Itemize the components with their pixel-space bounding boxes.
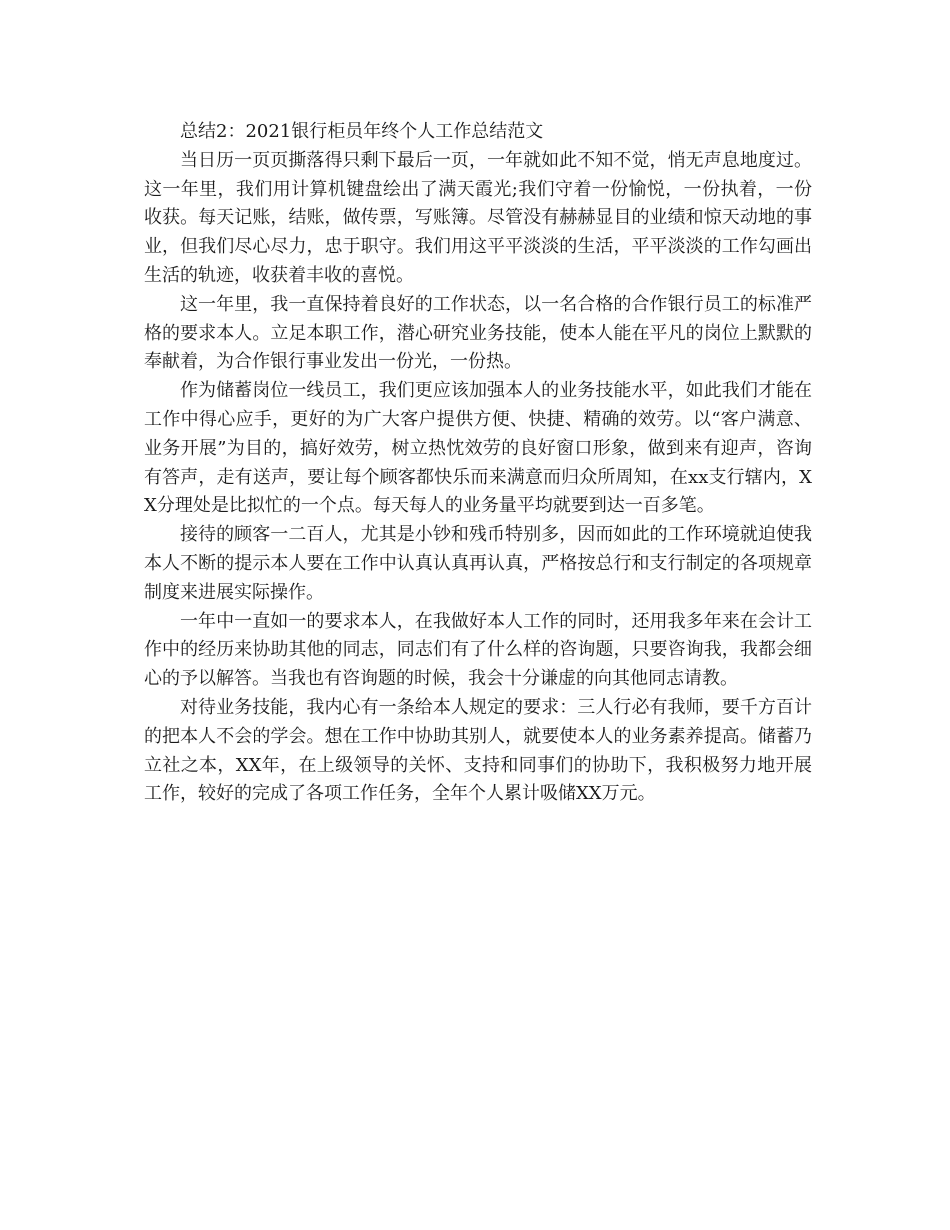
paragraph-2: 这一年里，我一直保持着良好的工作状态，以一名合格的合作银行员工的标准严格的要求本人。立足本职工作，潜心研究业务技能，使本人能在平凡的岗位上默默的奉献着，为合作银行事业发出一份光，一份热。 bbox=[144, 293, 812, 373]
paragraph-3: 作为储蓄岗位一线员工，我们更应该加强本人的业务技能水平，如此我们才能在工作中得心应手，更好的为广大客户提供方便、快捷、精确的效劳。以“客户满意、业务开展”为目的，搞好效劳，树立热忱效劳的良好窗口形象，做到来有迎声，咨询有答声，走有送声，要让每个顾客都快乐而来满意而归众所周知，在xx支行辖内，XX分理处是比拟忙的一个点。每天每人的业务量平均就要到达一百多笔。 bbox=[144, 380, 812, 517]
document-body bbox=[144, 118, 812, 809]
paragraph-1: 当日历一页页撕落得只剩下最后一页，一年就如此不知不觉，悄无声息地度过。这一年里，我们用计算机键盘绘出了满天霞光;我们守着一份愉悦，一份执着，一份收获。每天记账，结账，做传票，写账簿。尽管没有赫赫显目的业绩和惊天动地的事业，但我们尽心尽力，忠于职守。我们用这平平淡淡的生活，平平淡淡的工作勾画出生活的轨迹，收获着丰收的喜悦。 bbox=[144, 149, 812, 286]
paragraph-5: 一年中一直如一的要求本人，在我做好本人工作的同时，还用我多年来在会计工作中的经历来协助其他的同志，同志们有了什么样的咨询题，只要咨询我，我都会细心的予以解答。当我也有咨询题的时候，我会十分谦虚的向其他同志请教。 bbox=[144, 610, 812, 690]
paragraph-6: 对待业务技能，我内心有一条给本人规定的要求：三人行必有我师，要千方百计的把本人不会的学会。想在工作中协助其别人，就要使本人的业务素养提高。储蓄乃立社之本，XX年，在上级领导的关怀、支持和同事们的协助下，我积极努力地开展工作，较好的完成了各项工作任务，全年个人累计吸储XX万元。 bbox=[144, 696, 812, 805]
document-title: 总结2：2021银行柜员年终个人工作总结范文 bbox=[180, 121, 544, 142]
paragraph-4: 接待的顾客一二百人，尤其是小钞和残币特别多，因而如此的工作环境就迫使我本人不断的提示本人要在工作中认真认真再认真，严格按总行和支行制定的各项规章制度来进展实际操作。 bbox=[144, 524, 812, 603]
